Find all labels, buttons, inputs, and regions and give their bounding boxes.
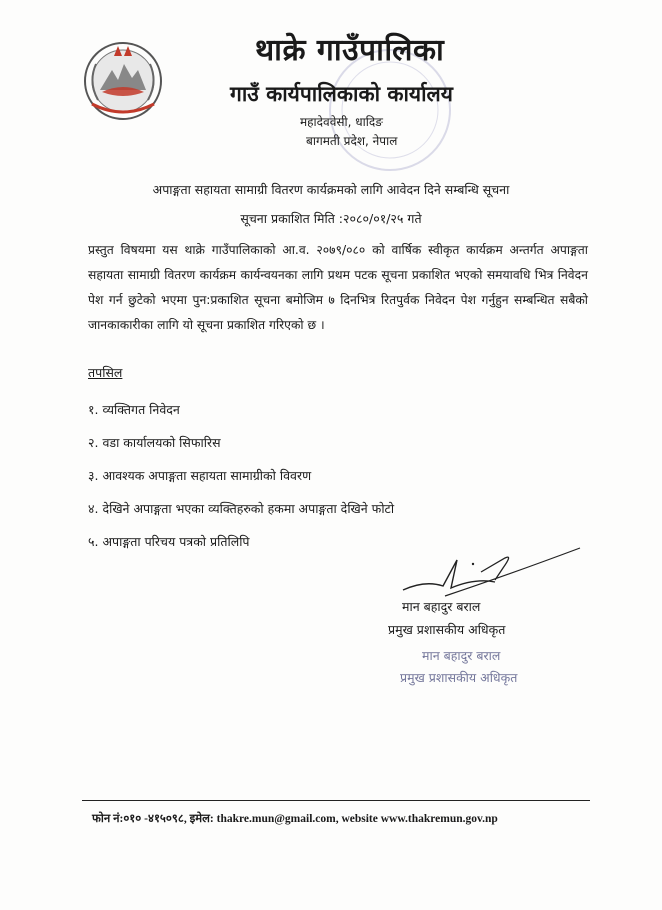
footer-divider — [82, 800, 590, 801]
nepal-emblem-icon — [78, 34, 168, 124]
address-line-1: महादेववेसी, धादिङ — [300, 115, 383, 129]
list-item: १. व्यक्तिगत निवेदन — [88, 402, 180, 417]
org-name: थाक्रे गाउँपालिका — [255, 33, 445, 68]
list-item: २. वडा कार्यालयको सिफारिस — [88, 435, 221, 450]
address-line-2: बागमती प्रदेश, नेपाल — [306, 134, 398, 148]
stamp-title: प्रमुख प्रशासकीय अधिकृत — [400, 670, 518, 685]
notice-subject: अपाङ्गता सहायता सामाग्री वितरण कार्यक्रमको लागि आवेदन दिने सम्बन्धि सूचना — [152, 182, 510, 197]
footer-contact: फोन नं:०१० -४१५०९८, इमेल: thakre.mun@gmail.com, website www.thakremun.gov.np — [92, 813, 498, 825]
list-item: ३. आवश्यक अपाङ्गता सहायता सामाग्रीको विवरण — [88, 468, 312, 483]
list-item: ४. देखिने अपाङ्गता भएका व्यक्तिहरुको हकमा अपाङ्गता देखिने फोटो — [88, 501, 395, 516]
notice-body: प्रस्तुत विषयमा यस थाक्रे गाउँपालिकाको आ.व. २०७९/०८० को वार्षिक स्वीकृत कार्यक्रम अन्तर्गत अपाङ्गता सहायता सामाग्री वितरण कार्यक्रम कार्यन्वयनका लागि प्रथम पटक सूचना प्रकाशित भएको समयावधि भित्र निवेदन पेश गर्न छुटेको भएमा पुन:प्रकाशित सूचना बमोजिम ७ दिनभित्र रितपुर्वक निवेदन पेश गर्नुहुन सम्बन्धित सबैको जानकाकारीका लागि यो सूचना प्रकाशित गरिएको छ । — [88, 243, 588, 332]
details-heading: तपसिल — [88, 365, 123, 380]
list-item: ५. अपाङ्गता परिचय पत्रको प्रतिलिपि — [88, 534, 250, 549]
stamp-name: मान बहादुर बराल — [422, 648, 501, 663]
publish-date: सूचना प्रकाशित मिति :२०८०/०१/२५ गते — [240, 211, 422, 226]
signatory-name: मान बहादुर बराल — [402, 599, 481, 614]
signatory-title: प्रमुख प्रशासकीय अधिकृत — [388, 622, 506, 637]
office-name: गाउँ कार्यपालिकाको कार्यालय — [230, 82, 453, 106]
